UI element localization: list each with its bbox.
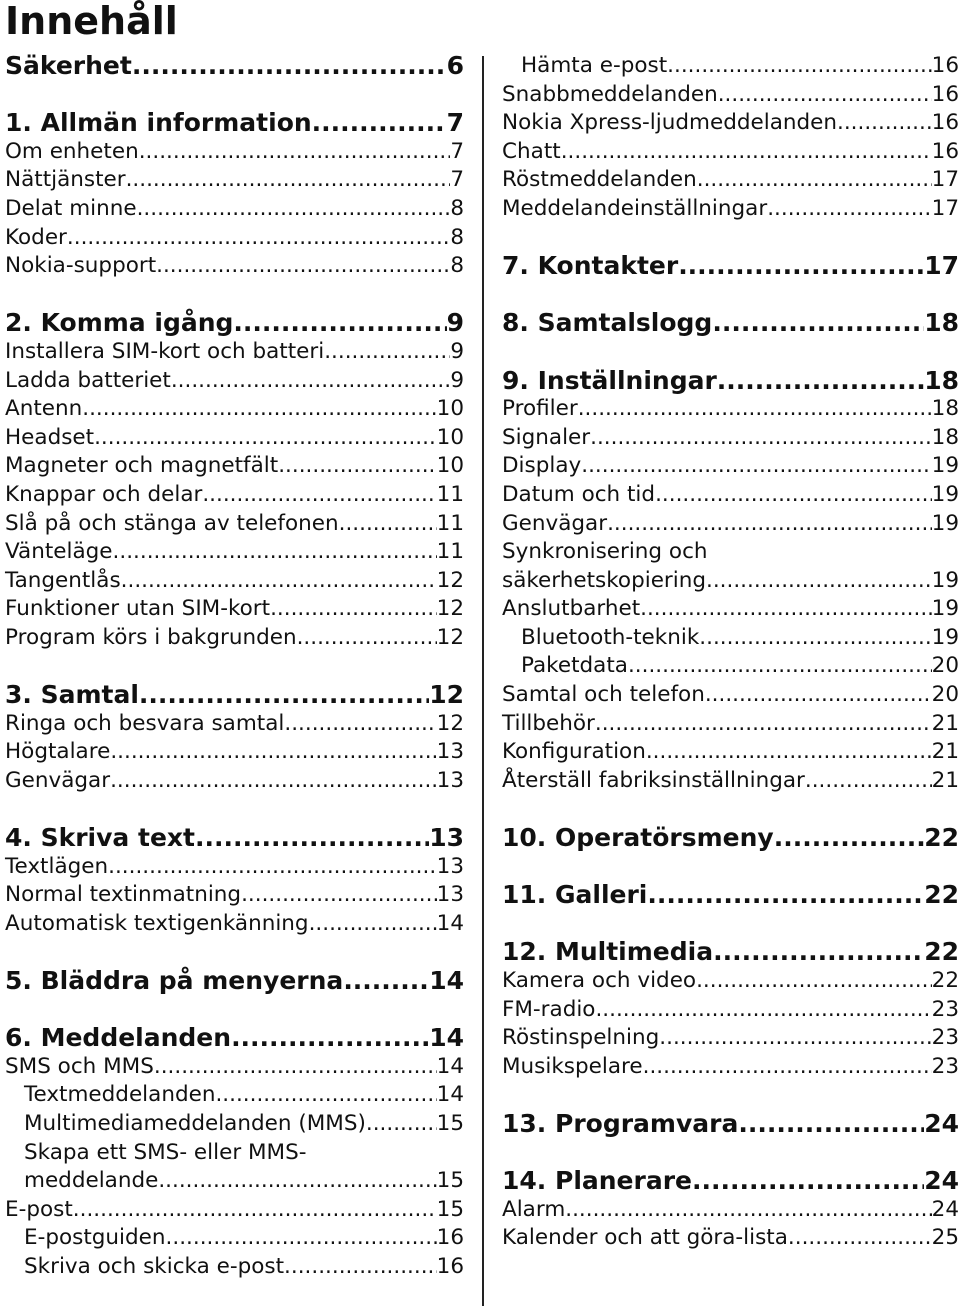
dot-leader (270, 595, 437, 624)
toc-entry-label: Antenn (5, 396, 83, 422)
toc-entry-label: Samtal och telefon (502, 682, 705, 708)
toc-page-number: 22 (924, 823, 959, 853)
toc-entry-label: Automatisk textigenkänning (5, 910, 309, 936)
dot-leader (110, 738, 436, 767)
toc-page-number: 18 (931, 424, 959, 450)
toc-entry-label: Snabbmeddelanden (502, 81, 718, 107)
toc-entry-label: Bluetooth-teknik (521, 624, 700, 650)
toc-page-number: 12 (429, 680, 464, 710)
dot-leader (82, 395, 436, 424)
dot-leader (158, 1167, 436, 1196)
section-spacer (502, 281, 959, 310)
dot-leader (231, 1024, 429, 1053)
dot-leader (110, 767, 437, 796)
dot-leader (195, 824, 429, 853)
toc-entry[interactable] (502, 567, 959, 596)
toc-page-number: 15 (436, 1168, 464, 1194)
toc-page-number: 23 (931, 1053, 959, 1079)
dot-leader (202, 481, 436, 510)
dot-leader (581, 452, 931, 481)
toc-page-number: 14 (436, 1082, 464, 1108)
toc-page-number: 24 (924, 1166, 959, 1196)
toc-entry-label: Skapa ett SMS- eller MMS- (24, 1139, 307, 1165)
toc-page-number: 6 (446, 51, 464, 80)
toc-entry-label: E-postguiden (24, 1225, 166, 1251)
dot-leader (788, 1224, 932, 1253)
toc-entry[interactable] (5, 538, 464, 567)
toc-chapter-entry[interactable] (5, 824, 464, 853)
toc-entry-label: Profiler (502, 396, 578, 422)
toc-entry[interactable] (502, 1224, 959, 1253)
toc-entry[interactable] (502, 738, 959, 767)
toc-entry[interactable] (5, 738, 464, 767)
toc-entry[interactable] (5, 881, 464, 910)
dot-leader (278, 452, 436, 481)
toc-entry-label: Meddelandeinställningar (502, 195, 768, 221)
dot-leader (284, 1253, 437, 1282)
toc-page-number: 17 (924, 251, 959, 281)
toc-entry-label: Alarm (502, 1196, 566, 1222)
dot-leader (113, 538, 437, 567)
dot-leader (241, 881, 437, 910)
section-spacer (502, 338, 959, 367)
toc-page-number: 12 (436, 567, 464, 593)
toc-page-number: 17 (931, 195, 959, 221)
dot-leader (312, 109, 447, 138)
toc-page-number: 13 (436, 853, 464, 879)
dot-leader (366, 1110, 437, 1139)
toc-page-number: 16 (931, 81, 959, 107)
toc-entry-label: Kamera och video (502, 968, 697, 993)
toc-entry-label: Knappar och delar (5, 481, 203, 507)
dot-leader (154, 1053, 437, 1082)
toc-entry[interactable] (502, 395, 959, 424)
toc-page-number: 7 (450, 167, 464, 193)
toc-entry-label: Delat minne (5, 195, 137, 221)
dot-leader (805, 767, 932, 796)
section-spacer (5, 795, 464, 824)
dot-leader (339, 510, 437, 539)
toc-entry-label: 10. Operatörsmeny (502, 823, 774, 853)
toc-entry-label: Genvägar (502, 510, 608, 536)
toc-page-number: 10 (436, 453, 464, 479)
toc-entry[interactable] (5, 224, 464, 253)
toc-entry[interactable] (5, 395, 464, 424)
section-spacer (5, 938, 464, 967)
toc-column-right (502, 52, 959, 1253)
toc-page-number: 21 (931, 739, 959, 765)
toc-page-number: 12 (436, 710, 464, 736)
dot-leader (696, 967, 932, 996)
section-spacer (502, 795, 959, 824)
dot-leader (561, 138, 932, 167)
toc-subentry[interactable] (502, 624, 959, 653)
toc-entry-label: Återställ fabriksinställningar (502, 767, 805, 793)
toc-entry-label: Textmeddelanden (24, 1082, 216, 1108)
toc-page-number: 23 (931, 996, 959, 1022)
toc-page-number: 19 (931, 510, 959, 536)
toc-page-number: 19 (931, 624, 959, 650)
toc-entry[interactable] (502, 967, 959, 996)
dot-leader (628, 652, 932, 681)
toc-page-number: 19 (931, 567, 959, 593)
toc-column-left (5, 52, 464, 1282)
toc-entry-label: Hämta e-post (521, 53, 668, 78)
toc-entry-label: Signaler (502, 424, 591, 450)
dot-leader (297, 624, 437, 653)
toc-entry-label: Säkerhet (5, 51, 132, 80)
dot-leader (284, 710, 436, 739)
toc-entry-label: FM-radio (502, 996, 596, 1022)
toc-page-number: 17 (931, 167, 959, 193)
toc-entry-label: säkerhetskopiering (502, 567, 707, 593)
toc-entry-label: Datum och tid (502, 481, 656, 507)
toc-page-number: 13 (429, 823, 464, 853)
toc-page-number: 19 (931, 453, 959, 479)
toc-entry[interactable] (502, 767, 959, 796)
dot-leader (132, 52, 447, 81)
toc-entry[interactable] (502, 166, 959, 195)
dot-leader (718, 81, 932, 110)
toc-entry-label: Genvägar (5, 767, 111, 793)
toc-entry-label: Display (502, 453, 582, 479)
toc-page-number: 12 (436, 596, 464, 622)
dot-leader (640, 595, 932, 624)
toc-page-number: 11 (436, 510, 464, 536)
toc-entry[interactable] (5, 166, 464, 195)
toc-page-number: 9 (450, 367, 464, 393)
toc-page-number: 9 (450, 338, 464, 364)
toc-page-number: 13 (436, 739, 464, 765)
dot-leader (590, 424, 932, 453)
toc-chapter-entry[interactable] (5, 109, 464, 138)
toc-entry-label: Ladda batteriet (5, 367, 171, 393)
toc-chapter-entry[interactable] (502, 881, 959, 910)
toc-page-number: 25 (931, 1225, 959, 1251)
toc-entry[interactable] (5, 595, 464, 624)
toc-entry-label: 2. Komma igång (5, 308, 234, 338)
toc-page-number: 16 (436, 1225, 464, 1251)
toc-entry-label: Chatt (502, 138, 561, 164)
toc-entry[interactable] (5, 195, 464, 224)
toc-page-number: 10 (436, 424, 464, 450)
toc-entry[interactable] (502, 1196, 959, 1225)
dot-leader (565, 1196, 931, 1225)
toc-page-number: 21 (931, 767, 959, 793)
toc-entry-label: 13. Programvara (502, 1108, 739, 1138)
toc-entry-label: Textlägen (5, 853, 109, 879)
toc-page-number: 18 (924, 308, 959, 338)
toc-entry-label: 5. Bläddra på menyerna (5, 966, 344, 995)
dot-leader (324, 338, 450, 367)
dot-leader (309, 910, 437, 939)
toc-entry[interactable] (5, 452, 464, 481)
toc-page-number: 16 (931, 53, 959, 78)
toc-entry-label: Röstinspelning (502, 1025, 660, 1051)
toc-entry-label: Program körs i bakgrunden (5, 624, 297, 650)
toc-entry-continued[interactable] (5, 1139, 464, 1168)
toc-page-number: 11 (436, 481, 464, 507)
dot-leader (343, 967, 429, 996)
toc-page-number: 7 (446, 108, 464, 138)
toc-entry[interactable] (5, 252, 464, 281)
toc-entry-label: Musikspelare (502, 1053, 643, 1079)
dot-leader (667, 52, 931, 81)
toc-entry-label: 6. Meddelanden (5, 1023, 232, 1053)
toc-page-number: 23 (931, 1025, 959, 1051)
toc-entry-label: Synkronisering och (502, 539, 708, 565)
dot-leader (692, 1167, 924, 1196)
dot-leader (595, 996, 931, 1025)
dot-leader (837, 109, 932, 138)
toc-page-number: 20 (931, 653, 959, 679)
section-spacer (502, 1139, 959, 1168)
toc-entry-label: Installera SIM-kort och batteri (5, 338, 325, 364)
dot-leader (699, 624, 931, 653)
section-spacer (502, 224, 959, 253)
toc-page-number: 14 (429, 1023, 464, 1053)
toc-entry-label: Skriva och skicka e-post (24, 1253, 285, 1279)
toc-page-number: 16 (931, 138, 959, 164)
toc-page-number: 21 (931, 710, 959, 736)
toc-entry[interactable] (502, 510, 959, 539)
section-spacer (5, 996, 464, 1025)
toc-chapter-entry[interactable] (5, 309, 464, 338)
toc-page-number: 7 (450, 138, 464, 164)
toc-chapter-entry[interactable] (5, 1024, 464, 1053)
toc-entry[interactable] (5, 481, 464, 510)
toc-entry-label: Koder (5, 224, 67, 250)
toc-entry-label: Vänteläge (5, 539, 113, 565)
toc-entry[interactable] (502, 595, 959, 624)
toc-entry[interactable] (502, 481, 959, 510)
dot-leader (706, 567, 932, 596)
toc-entry[interactable] (502, 424, 959, 453)
toc-chapter-entry[interactable] (502, 1110, 959, 1139)
toc-chapter-entry[interactable] (5, 52, 464, 81)
toc-entry[interactable] (502, 1024, 959, 1053)
dot-leader (121, 567, 437, 596)
toc-page-number: 14 (429, 966, 464, 995)
toc-entry-label: 9. Inställningar (502, 365, 717, 395)
toc-entry[interactable] (5, 510, 464, 539)
dot-leader (578, 395, 932, 424)
section-spacer (502, 910, 959, 939)
toc-subentry[interactable] (5, 1224, 464, 1253)
column-divider (482, 56, 484, 1306)
toc-entry-label: 11. Galleri (502, 880, 648, 910)
toc-entry[interactable] (5, 710, 464, 739)
toc-entry[interactable] (5, 424, 464, 453)
dot-leader (215, 1081, 436, 1110)
dot-leader (678, 252, 924, 281)
dot-leader (166, 1224, 437, 1253)
dot-leader (595, 710, 932, 739)
dot-leader (73, 1196, 437, 1225)
toc-subentry[interactable] (5, 1167, 464, 1196)
toc-page-number: 11 (436, 539, 464, 565)
toc-entry-label: 12. Multimedia (502, 937, 714, 967)
toc-chapter-entry[interactable] (502, 309, 959, 338)
toc-page-number: 19 (931, 481, 959, 507)
dot-leader (697, 166, 932, 195)
toc-entry-label: meddelande (24, 1168, 159, 1194)
toc-entry[interactable] (5, 1196, 464, 1225)
dot-leader (126, 166, 451, 195)
toc-entry-label: 3. Samtal (5, 680, 139, 710)
toc-entry[interactable] (502, 109, 959, 138)
toc-entry[interactable] (502, 710, 959, 739)
toc-page-number: 13 (436, 882, 464, 908)
dot-leader (643, 1053, 932, 1082)
toc-page-number: 22 (931, 968, 959, 993)
toc-entry-label: 8. Samtalslogg (502, 308, 713, 338)
toc-page-number: 16 (931, 110, 959, 136)
toc-entry-label: SMS och MMS (5, 1053, 154, 1079)
toc-entry-label: Paketdata (521, 653, 628, 679)
dot-leader (655, 481, 932, 510)
toc-chapter-entry[interactable] (502, 367, 959, 396)
toc-entry-label: Magneter och magnetfält (5, 453, 279, 479)
toc-entry[interactable] (5, 367, 464, 396)
toc-page-number: 9 (446, 308, 464, 338)
section-spacer (5, 652, 464, 681)
dot-leader (67, 224, 450, 253)
toc-page-number: 18 (924, 365, 959, 395)
toc-entry-label: Ringa och besvara samtal (5, 710, 285, 736)
dot-leader (712, 309, 924, 338)
section-spacer (5, 281, 464, 310)
toc-subentry[interactable] (502, 652, 959, 681)
toc-page-number: 13 (436, 767, 464, 793)
toc-page-number: 10 (436, 396, 464, 422)
toc-page-number: 16 (436, 1253, 464, 1279)
toc-entry-label: Tillbehör (502, 710, 595, 736)
toc-entry-label: Anslutbarhet (502, 596, 641, 622)
dot-leader (774, 824, 924, 853)
dot-leader (738, 1110, 924, 1139)
dot-leader (767, 195, 931, 224)
toc-entry-label: Högtalare (5, 739, 111, 765)
toc-entry-label: Slå på och stänga av telefonen (5, 510, 339, 536)
toc-entry[interactable] (502, 1053, 959, 1082)
toc-entry-label: Headset (5, 424, 95, 450)
toc-entry[interactable] (5, 1053, 464, 1082)
dot-leader (171, 367, 450, 396)
dot-leader (659, 1024, 931, 1053)
dot-leader (139, 681, 429, 710)
toc-entry[interactable] (502, 81, 959, 110)
toc-page-number: 18 (931, 396, 959, 422)
toc-entry[interactable] (502, 996, 959, 1025)
toc-entry-continued[interactable] (502, 538, 959, 567)
toc-entry-label: Normal textinmatning (5, 882, 242, 908)
toc-entry-label: Om enheten (5, 138, 139, 164)
toc-chapter-entry[interactable] (502, 824, 959, 853)
dot-leader (717, 367, 924, 396)
toc-page-number: 12 (436, 624, 464, 650)
toc-entry[interactable] (502, 138, 959, 167)
toc-chapter-entry[interactable] (502, 252, 959, 281)
toc-entry-label: 1. Allmän information (5, 108, 312, 138)
toc-entry[interactable] (5, 624, 464, 653)
toc-entry-label: Nokia-support (5, 253, 157, 279)
dot-leader (156, 252, 450, 281)
dot-leader (233, 309, 446, 338)
toc-entry-label: Multimediameddelanden (MMS) (24, 1110, 366, 1136)
toc-entry-label: Kalender och att göra-lista (502, 1225, 788, 1251)
toc-entry-label: Röstmeddelanden (502, 167, 697, 193)
section-spacer (502, 853, 959, 882)
toc-entry[interactable] (502, 452, 959, 481)
toc-entry-label: 14. Planerare (502, 1166, 692, 1196)
toc-page-number: 14 (436, 1053, 464, 1079)
dot-leader (646, 738, 932, 767)
toc-page-number: 19 (931, 596, 959, 622)
toc-entry-label: E-post (5, 1196, 73, 1222)
dot-leader (94, 424, 437, 453)
toc-entry-label: 4. Skriva text (5, 823, 195, 853)
toc-page-number: 22 (924, 880, 959, 910)
toc-chapter-entry[interactable] (5, 681, 464, 710)
toc-page-number: 14 (436, 910, 464, 936)
toc-page-number: 8 (450, 195, 464, 221)
dot-leader (139, 138, 451, 167)
toc-page-number: 24 (931, 1196, 959, 1222)
dot-leader (108, 853, 437, 882)
section-spacer (502, 1081, 959, 1110)
toc-page-number: 22 (924, 937, 959, 967)
toc-page-number: 8 (450, 224, 464, 250)
toc-chapter-entry[interactable] (502, 1167, 959, 1196)
toc-entry-label: Tangentlås (5, 567, 121, 593)
toc-entry[interactable] (5, 338, 464, 367)
dot-leader (137, 195, 451, 224)
toc-entry-label: Funktioner utan SIM-kort (5, 596, 271, 622)
toc-page-number: 15 (436, 1196, 464, 1222)
toc-entry[interactable] (5, 853, 464, 882)
toc-entry-label: Nokia Xpress-ljudmeddelanden (502, 110, 837, 136)
section-spacer (5, 81, 464, 110)
toc-entry-label: 7. Kontakter (502, 251, 679, 281)
dot-leader (705, 681, 932, 710)
toc-subentry[interactable] (5, 1081, 464, 1110)
toc-subentry[interactable] (502, 52, 959, 81)
toc-entry-label: Konfiguration (502, 739, 646, 765)
toc-page-number: 8 (450, 253, 464, 279)
toc-entry-label: Nättjänster (5, 167, 126, 193)
toc-entry[interactable] (502, 195, 959, 224)
toc-entry[interactable] (5, 910, 464, 939)
toc-chapter-entry[interactable] (502, 938, 959, 967)
toc-entry[interactable] (5, 138, 464, 167)
toc-page-number: 20 (931, 682, 959, 708)
toc-page-number: 15 (436, 1110, 464, 1136)
dot-leader (713, 938, 924, 967)
toc-entry[interactable] (5, 767, 464, 796)
dot-leader (607, 510, 932, 539)
toc-page-number: 24 (924, 1108, 959, 1138)
toc-subentry[interactable] (5, 1110, 464, 1139)
toc-subentry[interactable] (5, 1253, 464, 1282)
page-title: Innehåll (5, 0, 178, 43)
toc-entry[interactable] (502, 681, 959, 710)
toc-entry[interactable] (5, 567, 464, 596)
dot-leader (647, 881, 924, 910)
toc-chapter-entry[interactable] (5, 967, 464, 996)
